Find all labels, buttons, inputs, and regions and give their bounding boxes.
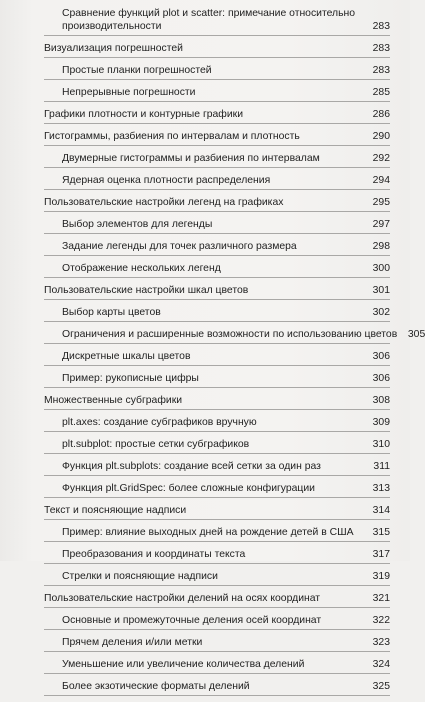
toc-section-entry (44, 64, 390, 80)
toc-chapter-entry (44, 394, 390, 410)
toc-entry-page-number: 317 (372, 549, 390, 560)
toc-entry-title: Ядерная оценка плотности распределения (62, 175, 271, 186)
toc-chapter-entry (44, 592, 390, 608)
toc-entry-page-number: 301 (372, 285, 390, 296)
toc-entry-page-number: 324 (372, 659, 390, 670)
toc-entry-title: Графики плотности и контурные графики (44, 109, 243, 120)
toc-chapter-entry (44, 284, 390, 300)
toc-entry-title: Более экзотические форматы делений (62, 681, 250, 692)
toc-entry-page-number: 306 (372, 351, 390, 362)
toc-entry-title: Функция plt.subplots: создание всей сетки за один раз (62, 461, 321, 472)
toc-entry-page-number: 314 (372, 505, 390, 516)
toc-entry-page-number: 308 (372, 395, 390, 406)
toc-section-entry (44, 548, 390, 564)
toc-section-entry (44, 570, 390, 586)
toc-section-entry (44, 86, 390, 102)
toc-entry-page-number: 294 (372, 175, 390, 186)
toc-section-entry (44, 306, 390, 322)
toc-entry-page-number: 286 (372, 109, 390, 120)
toc-section-entry (44, 328, 425, 344)
toc-entry-title: Пользовательские настройки шкал цветов (44, 285, 249, 296)
toc-entry-page-number: 315 (372, 527, 390, 538)
toc-section-entry (44, 262, 390, 278)
toc-entry-page-number: 300 (372, 263, 390, 274)
toc-entry-page-number: 297 (372, 219, 390, 230)
toc-entry-title: Задание легенды для точек различного размера (62, 241, 297, 252)
toc-entry-title: Ограничения и расширенные возможности по использованию цветов (62, 329, 398, 340)
toc-entry-page-number: 321 (372, 593, 390, 604)
toc-entry-page-number: 285 (372, 87, 390, 98)
toc-section-entry (44, 240, 390, 256)
toc-chapter-entry (44, 130, 390, 146)
toc-section-entry (44, 438, 390, 454)
toc-entry-title: Дискретные шкалы цветов (62, 351, 191, 362)
toc-entry-page-number: 322 (372, 615, 390, 626)
toc-entry-title: Пример: рукописные цифры (62, 373, 199, 384)
toc-entry-page-number: 283 (372, 43, 390, 54)
toc-section-entry (44, 416, 390, 432)
toc-entry-title: Гистограммы, разбиения по интервалам и плотность (44, 131, 300, 142)
toc-entry-page-number: 310 (372, 439, 390, 450)
toc-entry-title: Пользовательские настройки легенд на графиках (44, 197, 284, 208)
toc-entry-title: Основные и промежуточные деления осей координат (62, 615, 322, 626)
toc-entry-title: Текст и поясняющие надписи (44, 505, 187, 516)
toc-section-entry (44, 174, 390, 190)
toc-entry-title: Отображение нескольких легенд (62, 263, 221, 274)
toc-entry-page-number: 283 (372, 21, 390, 32)
toc-entry-title: Выбор элементов для легенды (62, 219, 213, 230)
toc-entry-page-number: 323 (372, 637, 390, 648)
toc-chapter-entry (44, 504, 390, 520)
toc-entry-title: Прячем деления и/или метки (62, 637, 203, 648)
toc-entry-page-number: 325 (372, 681, 390, 692)
toc-entry-title: Визуализация погрешностей (44, 43, 183, 54)
toc-entry-title: plt.axes: создание субграфиков вручную (62, 417, 257, 428)
toc-entry-page-number: 309 (372, 417, 390, 428)
toc-entry-title: Пользовательские настройки делений на осях координат (44, 593, 321, 604)
toc-entry-title: Преобразования и координаты текста (62, 549, 246, 560)
toc-section-entry (44, 460, 390, 476)
toc-entry-title: Стрелки и поясняющие надписи (62, 571, 218, 582)
toc-section-entry (44, 350, 390, 366)
toc-entry-title: Сравнение функций plot и scatter: примечание относительно производительности (62, 8, 356, 32)
toc-entry-title: Выбор карты цветов (62, 307, 161, 318)
toc-section-entry (44, 372, 390, 388)
toc-entry-title: Функция plt.GridSpec: более сложные конфигурации (62, 483, 315, 494)
toc-entry-page-number: 298 (372, 241, 390, 252)
toc-section-entry (44, 8, 390, 36)
toc-entry-page-number: 311 (373, 461, 390, 472)
toc-section-entry (44, 636, 390, 652)
toc-entry-page-number: 283 (372, 65, 390, 76)
table-of-contents (44, 8, 425, 702)
toc-entry-page-number: 290 (372, 131, 390, 142)
toc-section-entry (44, 614, 390, 630)
toc-entry-title: Непрерывные погрешности (62, 87, 196, 98)
toc-section-entry (44, 152, 390, 168)
toc-entry-title: Простые планки погрешностей (62, 65, 212, 76)
toc-entry-page-number: 313 (372, 483, 390, 494)
toc-section-entry (44, 526, 390, 542)
toc-entry-page-number: 305 (407, 329, 425, 340)
toc-section-entry (44, 658, 390, 674)
toc-section-entry (44, 218, 390, 234)
toc-entry-page-number: 295 (372, 197, 390, 208)
toc-chapter-entry (44, 42, 390, 58)
toc-chapter-entry (44, 108, 390, 124)
toc-entry-title: Уменьшение или увеличение количества делений (62, 659, 305, 670)
toc-entry-title: Двумерные гистограммы и разбиения по интервалам (62, 153, 320, 164)
toc-entry-title: Пример: влияние выходных дней на рождение детей в США (62, 527, 354, 538)
toc-entry-title: Множественные субграфики (44, 395, 183, 406)
toc-entry-page-number: 292 (372, 153, 390, 164)
toc-section-entry (44, 482, 390, 498)
toc-chapter-entry (44, 196, 390, 212)
toc-entry-page-number: 319 (372, 571, 390, 582)
toc-entry-title: plt.subplot: простые сетки субграфиков (62, 439, 250, 450)
toc-entry-page-number: 306 (372, 373, 390, 384)
toc-entry-page-number: 302 (372, 307, 390, 318)
toc-section-entry (44, 680, 390, 696)
